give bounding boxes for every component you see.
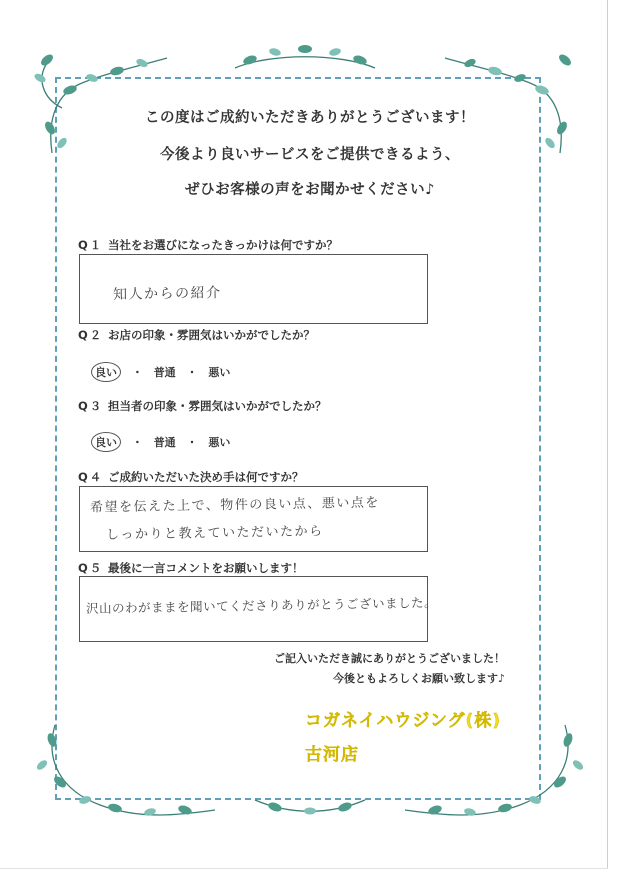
header-line-2: 今後より良いサービスをご提供できるよう、 [160, 147, 460, 163]
header-line-1: この度はご成約いただきありがとうございます！ [145, 110, 475, 126]
closing-line-2: 今後ともよろしくお願い致します♪ [332, 672, 505, 685]
question-3-text: 担当者の印象・雰囲気はいかがでしたか？ [108, 399, 327, 413]
answer-4-line-2: しっかりと教えていただいたから [105, 524, 324, 543]
answer-1: 知人からの紹介 [112, 285, 222, 303]
choice-good-selected: 良い [91, 362, 121, 382]
company-branch: 古河店 [305, 745, 359, 765]
choices-3 [95, 432, 237, 452]
choice-bad: 悪い [208, 436, 231, 449]
vine-corner-bottom-right-icon [400, 720, 600, 830]
question-2-text: お店の印象・雰囲気はいかがでしたか？ [108, 328, 315, 342]
vine-corner-top-right-icon [440, 38, 590, 158]
question-2-number: Q２ [78, 328, 104, 342]
closing-line-1: ご記入いただき誠にありがとうございました！ [274, 652, 505, 665]
choice-sep: ・ [131, 436, 143, 449]
question-4 [78, 469, 304, 485]
choice-sep: ・ [186, 436, 198, 449]
answer-5: 沢山のわがままを聞いてくださりありがとうございました。 [85, 594, 438, 617]
question-4-text: ご成約いただいた決め手は何ですか？ [108, 470, 304, 484]
vine-corner-bottom-left-icon [20, 720, 220, 830]
question-4-number: Q４ [78, 470, 104, 484]
question-1-number: Q１ [78, 238, 104, 252]
vine-corner-top-left-icon [22, 38, 172, 158]
choice-normal: 普通 [153, 436, 176, 449]
choice-sep: ・ [186, 366, 198, 379]
company-name: コガネイハウジング(株) [305, 711, 502, 731]
question-5-number: Q５ [78, 561, 104, 575]
question-5 [78, 560, 304, 576]
question-5-text: 最後に一言コメントをお願いします！ [108, 561, 304, 575]
choice-sep: ・ [131, 366, 143, 379]
question-3-number: Q３ [78, 399, 104, 413]
question-2 [78, 327, 315, 343]
choice-good-selected: 良い [91, 432, 121, 452]
choice-normal: 普通 [153, 366, 176, 379]
vine-bottom-center-icon [250, 790, 370, 820]
choice-bad: 悪い [208, 366, 231, 379]
question-1 [78, 237, 338, 253]
choices-2 [95, 362, 237, 382]
question-3 [78, 398, 327, 414]
vine-top-center-icon [230, 38, 380, 78]
question-1-text: 当社をお選びになったきっかけは何ですか？ [108, 238, 338, 252]
answer-4-line-1: 希望を伝えた上で、物件の良い点、悪い点を [89, 495, 380, 516]
header-line-3: ぜひお客様の声をお聞かせください♪ [185, 182, 435, 198]
